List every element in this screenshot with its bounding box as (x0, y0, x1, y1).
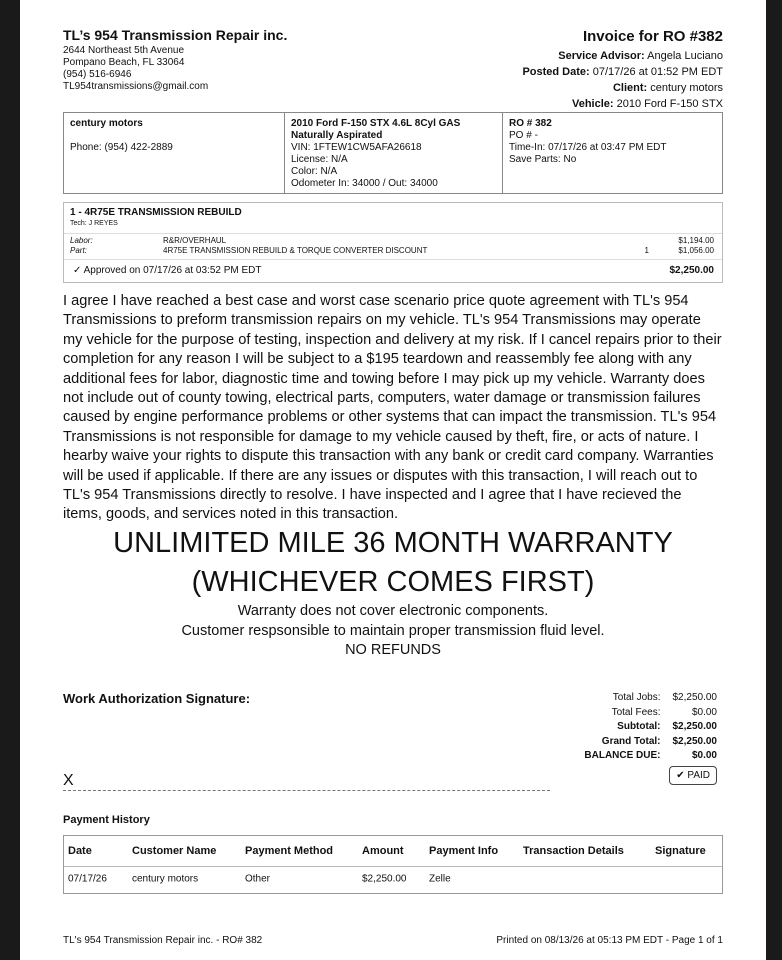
col-payment-method: Payment Method (245, 845, 334, 857)
job-line-part (70, 246, 714, 257)
payment-history-table (63, 835, 723, 894)
warranty-note-2: Customer respsonsible to maintain proper transmission fluid level. (181, 622, 605, 639)
table-row (64, 866, 722, 892)
labor-desc: R&R/OVERHAUL (163, 236, 227, 245)
warranty-heading (63, 524, 723, 602)
labor-amount: $1,194.00 (678, 236, 714, 245)
ro-info (502, 113, 722, 193)
vehicle-odometer: Odometer In: 34000 / Out: 34000 (291, 178, 438, 189)
warranty-line1: UNLIMITED MILE 36 MONTH WARRANTY (113, 527, 673, 559)
vehicle-title: 2010 Ford F-150 STX 4.6L 8Cyl GAS Naturally Aspirated (291, 118, 461, 141)
footer-shop-ro: TL's 954 Transmission Repair inc. - RO# 382 (63, 935, 263, 946)
part-qty: 1 (644, 246, 649, 255)
cell-amount: $2,250.00 (362, 873, 407, 885)
vehicle: Vehicle: 2010 Ford F-150 STX (571, 98, 723, 110)
job-box (63, 202, 723, 283)
part-desc: 4R75E TRANSMISSION REBUILD & TORQUE CONVERTER DISCOUNT (163, 246, 428, 255)
job-total: $2,250.00 (669, 265, 714, 276)
footer-printed: Printed on 08/13/26 at 05:13 PM EDT - Page 1 of 1 (496, 935, 723, 946)
col-transaction-details: Transaction Details (523, 845, 624, 857)
warranty-line2: (WHICHEVER COMES FIRST) (191, 566, 595, 598)
shop-address-line1: 2644 Northeast 5th Avenue (63, 45, 185, 56)
col-date: Date (68, 845, 92, 857)
warranty-note-1: Warranty does not cover electronic components. (237, 603, 549, 619)
invoice-page (20, 0, 766, 960)
signature-label: Work Authorization Signature: (63, 691, 251, 706)
shop-email: TL954transmissions@gmail.com (63, 81, 209, 92)
po-number: PO # - (509, 130, 538, 141)
part-amount: $1,056.00 (678, 246, 714, 255)
cell-customer-name: century motors (132, 873, 199, 885)
totals-row: Total Jobs: $2,250.00 (612, 692, 717, 703)
approval-status: ✓ Approved on 07/17/26 at 03:52 PM EDT (73, 265, 262, 276)
payment-history-title: Payment History (63, 814, 150, 826)
vehicle-license: License: N/A (291, 154, 348, 165)
save-parts: Save Parts: No (509, 154, 577, 165)
terms-paragraph: I agree I have reached a best case and worst case scenario price quote agreement with TL's 954 Transmissions to preform transmission repairs on my vehicle. TL's 954 Transmissions may operate my vehicle for the purpose of testing, inspection and delivery at my risk. If I cancel repairs prior to their completion for any reason I will be subject to a $195 teardown and reassembly fee along with any additional fees for labor, diagnostic time and towing before I may pick up my vehicle. Warranty does not include out of county towing, electrical parts, computers, water damage or transmission failures caused by engine performance problems or other systems that can impact the transmission. TL's 954 Transmissions is not responsible for damage to my vehicle caused by theft, fire, or acts of nature. I hearby waive your rights to dispute this transaction with any bank or credit card company. Warranties will be used if applicable. If there are any issues or disputes with this transaction, I will reach out to TL's 954 Transmissions directly to resolve. I have inspected and I agree that I have recieved the items, goods, and services noted in this transaction. (63, 293, 722, 523)
col-customer-name: Customer Name (132, 845, 217, 857)
totals-row: BALANCE DUE: $0.00 (584, 750, 717, 762)
signature-x-mark: X (63, 772, 74, 789)
totals-row: Subtotal: $2,250.00 (617, 721, 717, 733)
warranty-notes (63, 602, 723, 661)
col-signature: Signature (655, 845, 706, 857)
invoice-title: Invoice for RO #382 (582, 28, 723, 45)
col-amount: Amount (362, 845, 404, 857)
warranty-note-3: NO REFUNDS (345, 642, 441, 658)
totals-row: Total Fees: $0.00 (611, 706, 717, 718)
shop-address-line2: Pompano Beach, FL 33064 (63, 57, 185, 68)
cell-payment-method: Other (245, 873, 271, 885)
part-label: Part: (70, 246, 87, 255)
time-in: Time-In: 07/17/26 at 03:47 PM EDT (509, 142, 667, 153)
shop-name: TL’s 954 Transmission Repair inc. (63, 27, 288, 43)
totals-block (584, 691, 717, 764)
labor-label: Labor: (70, 236, 93, 245)
service-advisor: Service Advisor: Angela Luciano (558, 50, 723, 62)
job-divider (64, 233, 722, 234)
customer-name: century motors (70, 118, 143, 129)
totals-row: Grand Total: $2,250.00 (601, 735, 717, 747)
shop-contact (63, 45, 208, 93)
table-header-row (64, 836, 722, 867)
vehicle-color: Color: N/A (291, 166, 338, 177)
cell-payment-info: Zelle (429, 873, 451, 885)
ro-number: RO # 382 (509, 118, 552, 129)
job-divider (64, 259, 722, 260)
signature-line[interactable] (63, 790, 550, 791)
client: Client: century motors (612, 82, 723, 94)
paid-badge: ✔ PAID (669, 766, 717, 785)
customer-phone: Phone: (954) 422-2889 (70, 142, 173, 153)
vehicle-info (284, 113, 502, 193)
info-box (63, 112, 723, 194)
customer-info (64, 113, 284, 193)
job-title: 1 - 4R75E TRANSMISSION REBUILD (70, 207, 242, 218)
col-payment-info: Payment Info (429, 845, 499, 857)
job-tech: Tech: J REYES (70, 220, 118, 227)
shop-phone: (954) 516-6946 (63, 69, 132, 80)
posted-date: Posted Date: 07/17/26 at 01:52 PM EDT (522, 66, 723, 78)
cell-date: 07/17/26 (68, 873, 107, 885)
vehicle-vin: VIN: 1FTEW1CW5AFA26618 (291, 142, 422, 153)
invoice-meta (522, 48, 723, 112)
